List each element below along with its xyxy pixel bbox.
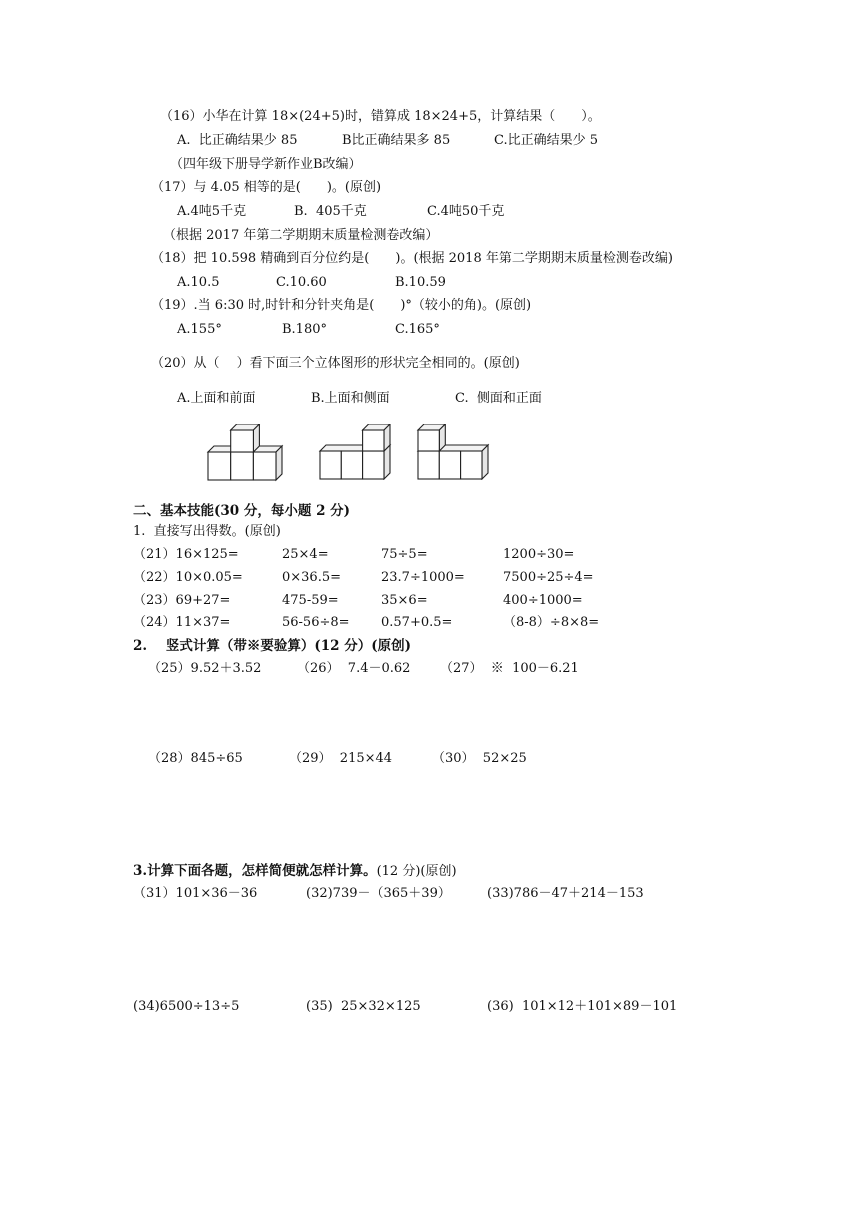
calc-22-3: 23.7÷1000= <box>381 570 465 585</box>
q19-stem: （19）.当 6:30 时,时针和分针夹角是( )°（较小的角)。(原创) <box>151 298 532 313</box>
q19-option-b: B.180° <box>282 322 327 337</box>
calc-32: (32)739－（365＋39） <box>306 886 451 901</box>
calc-24-2: 56-56÷8= <box>282 615 350 630</box>
q17-option-a: A.4吨5千克 <box>177 204 247 219</box>
q18-stem: （18）把 10.598 精确到百分位约是( )。(根据 2018 年第二学期期末质量检测卷改编) <box>151 251 673 266</box>
q17-source: （根据 2017 年第二学期期末质量检测卷改编） <box>163 228 439 243</box>
calc-22-4: 7500÷25÷4= <box>503 570 594 585</box>
q20-option-c: C. 侧面和正面 <box>455 391 542 406</box>
q17-option-c: C.4吨50千克 <box>427 204 505 219</box>
calc-22-1: （22）10×0.05= <box>133 570 243 585</box>
q16-option-a: A. 比正确结果少 85 <box>177 133 298 148</box>
part2-title: 2. 竖式计算（带※要验算）(12 分）(原创) <box>133 638 412 654</box>
q18-option-c: B.10.59 <box>395 275 446 290</box>
q19-option-c: C.165° <box>395 322 440 337</box>
calc-23-1: （23）69+27= <box>133 593 231 608</box>
calc-21-3: 75÷5= <box>381 547 428 562</box>
calc-26: （26） 7.4－0.62 <box>297 661 411 676</box>
calc-24-1: （24）11×37= <box>133 615 231 630</box>
q19-option-a: A.155° <box>177 322 222 337</box>
q16-option-b: B比正确结果多 85 <box>342 133 451 148</box>
cube-figure-1 <box>205 424 287 484</box>
q18-option-a: A.10.5 <box>177 275 220 290</box>
calc-21-4: 1200÷30= <box>503 547 575 562</box>
calc-33: (33)786－47＋214－153 <box>487 886 644 901</box>
calc-29: （29） 215×44 <box>289 751 393 766</box>
cube-figure-3 <box>416 424 492 480</box>
calc-24-4: （8-8）÷8×8= <box>503 615 600 630</box>
cube-figure-2 <box>318 424 394 480</box>
q18-option-b: C.10.60 <box>276 275 327 290</box>
calc-21-1: （21）16×125= <box>133 547 239 562</box>
calc-35: (35) 25×32×125 <box>306 999 421 1014</box>
calc-21-2: 25×4= <box>282 547 329 562</box>
calc-36: (36) 101×12＋101×89－101 <box>487 999 678 1014</box>
section2-heading: 二、基本技能(30 分，每小题 2 分) <box>133 503 351 519</box>
q16-option-c: C.比正确结果少 5 <box>494 133 599 148</box>
q17-option-b: B. 405千克 <box>294 204 367 219</box>
calc-27: （27） ※ 100－6.21 <box>440 661 579 676</box>
calc-34: (34)6500÷13÷5 <box>133 999 240 1014</box>
part3-title-suffix: (12 分)(原创) <box>376 864 457 879</box>
q20-option-a: A.上面和前面 <box>177 391 256 406</box>
q16-source: （四年级下册导学新作业B改编） <box>170 157 362 172</box>
q16-stem: （16）小华在计算 18×(24+5)时，错算成 18×24+5，计算结果（ ）。 <box>160 109 601 124</box>
calc-30: （30） 52×25 <box>432 751 527 766</box>
calc-31: （31）101×36－36 <box>133 886 258 901</box>
calc-23-4: 400÷1000= <box>503 593 583 608</box>
part3-title-main: 3.计算下面各题，怎样简便就怎样计算。 <box>133 863 377 879</box>
calc-23-2: 475-59= <box>282 593 339 608</box>
calc-28: （28）845÷65 <box>148 751 243 766</box>
calc-25: （25）9.52＋3.52 <box>148 661 262 676</box>
q17-stem: （17）与 4.05 相等的是( )。(原创) <box>151 180 382 195</box>
part1-title: 1. 直接写出得数。(原创) <box>133 524 281 539</box>
part3-title <box>133 863 457 880</box>
calc-23-3: 35×6= <box>381 593 428 608</box>
q20-option-b: B.上面和侧面 <box>311 391 390 406</box>
calc-22-2: 0×36.5= <box>282 570 342 585</box>
q20-stem: （20）从（ ）看下面三个立体图形的形状完全相同的。(原创) <box>151 356 520 371</box>
calc-24-3: 0.57+0.5= <box>381 615 453 630</box>
